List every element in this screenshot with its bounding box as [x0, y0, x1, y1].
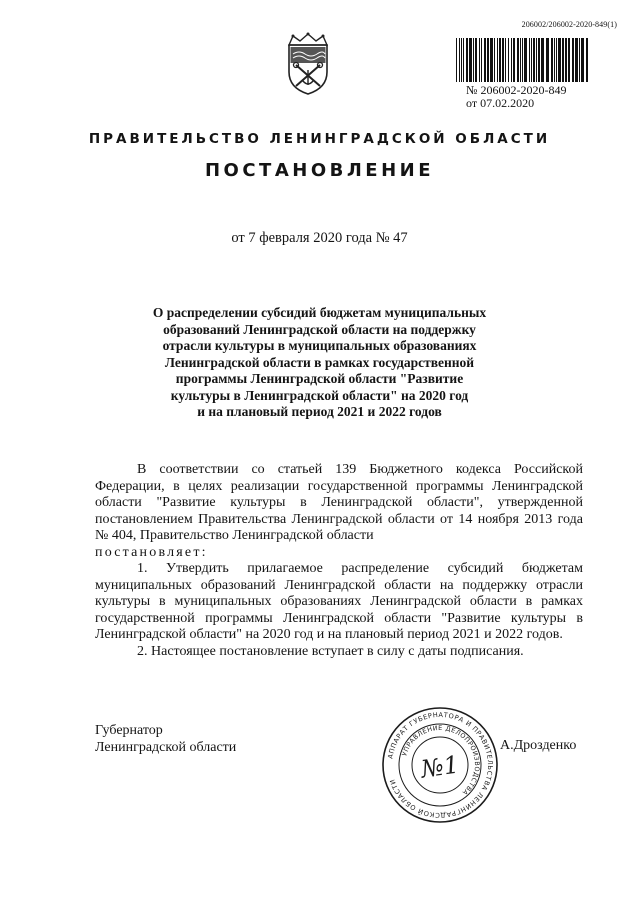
signer-position-line: Губернатор — [95, 723, 163, 738]
barcode-bar — [562, 38, 564, 82]
barcode-bar — [579, 38, 580, 82]
registration-date: от 07.02.2020 — [466, 96, 535, 110]
barcode-bar — [490, 38, 493, 82]
item-2-paragraph: 2. Настоящее постановление вступает в силу с даты подписания. — [137, 643, 524, 659]
barcode-bar — [459, 38, 460, 82]
signer-position — [95, 722, 295, 756]
document-type-title: ПОСТАНОВЛЕНИЕ — [204, 160, 435, 181]
barcode-bar — [461, 38, 462, 82]
preamble-paragraph: В соответствии со статьей 139 Бюджетного кодекса Российской Федерации, в целях реализации государственной программы Ленинградской области "Развитие культуры в Ленинградской области", утвержденной постановлением Правительства Ленинградской области от 14 ноября 2013 года № 404, Правительство Ленинградской области — [95, 462, 583, 543]
barcode-bar — [575, 38, 578, 82]
document-body — [95, 462, 583, 660]
barcode-bar — [511, 38, 512, 82]
barcode-bar — [531, 38, 532, 82]
barcode-bar — [541, 38, 544, 82]
barcode-bar — [456, 38, 457, 82]
barcode-bar — [484, 38, 486, 82]
barcode-bar — [524, 38, 527, 82]
barcode-bar — [572, 38, 574, 82]
barcode-bar — [463, 38, 464, 82]
barcode-bar — [466, 38, 468, 82]
barcode-bar — [473, 38, 474, 82]
barcode-bar — [497, 38, 498, 82]
barcode-bar — [502, 38, 504, 82]
signer-position-line: Ленинградской области — [95, 740, 237, 755]
barcode-bar — [581, 38, 584, 82]
barcode-bar — [558, 38, 561, 82]
barcode-bar — [508, 38, 509, 82]
subject-line: образований Ленинградской области на поддержку — [163, 321, 476, 337]
barcode-bar — [533, 38, 535, 82]
barcode-bar — [568, 38, 570, 82]
subject-line: отрасли культуры в муниципальных образованиях — [162, 338, 477, 353]
barcode — [455, 38, 591, 82]
document-date-number: от 7 февраля 2020 года № 47 — [231, 230, 408, 246]
barcode-bar — [538, 38, 540, 82]
barcode-bar — [469, 38, 472, 82]
document-subject — [150, 305, 489, 421]
subject-line: и на плановый период 2021 и 2022 годов — [197, 404, 442, 419]
government-title: ПРАВИТЕЛЬСТВО ЛЕНИНГРАДСКОЙ ОБЛАСТИ — [88, 131, 551, 147]
barcode-bar — [556, 38, 557, 82]
barcode-bar — [505, 38, 506, 82]
barcode-bar — [479, 38, 480, 82]
subject-line: культуры в Ленинградской области" на 2020 год — [170, 387, 469, 403]
barcode-bar — [499, 38, 501, 82]
document-code: 206002/206002-2020-849(1) — [521, 20, 617, 29]
barcode-bar — [520, 38, 521, 82]
barcode-bar — [551, 38, 553, 82]
barcode-bar — [565, 38, 567, 82]
barcode-bar — [517, 38, 519, 82]
barcode-bar — [586, 38, 588, 82]
barcode-bar — [554, 38, 555, 82]
stamp-inner-text: УПРАВЛЕНИЕ ДЕЛОПРОИЗВОДСТВА — [400, 723, 482, 797]
barcode-bar — [475, 38, 477, 82]
barcode-bar — [546, 38, 549, 82]
signer-name: А.Дрозденко — [500, 738, 577, 753]
stamp-center-number: №1 — [419, 750, 461, 784]
barcode-bar — [494, 38, 495, 82]
item-1-paragraph: 1. Утвердить прилагаемое распределение субсидий бюджетам муниципальных образований Ленинградской области на поддержку отрасли культуры в муниципальных образованиях Ленинградской области в рамках государственной программы Ленинградской области "Развитие культуры в Ленинградской области" на 2020 год и на плановый период 2021 и 2022 годов. — [95, 561, 583, 642]
barcode-bar — [487, 38, 489, 82]
barcode-bar — [481, 38, 482, 82]
decree-word: постановляет: — [95, 544, 208, 560]
subject-line: О распределении субсидий бюджетам муниципальных — [152, 305, 487, 320]
barcode-bar — [513, 38, 515, 82]
barcode-bar — [522, 38, 523, 82]
official-stamp — [380, 705, 500, 825]
registration-number: № 206002-2020-849 — [466, 83, 567, 97]
subject-line: Ленинградской области в рамках государственной — [164, 354, 475, 370]
barcode-bar — [529, 38, 530, 82]
barcode-bar — [536, 38, 537, 82]
subject-line: программы Ленинградской области "Развитие — [175, 371, 464, 386]
coat-of-arms-emblem — [283, 32, 333, 96]
stamp-outer-text: АППАРАТ ГУБЕРНАТОРА И ПРАВИТЕЛЬСТВА ЛЕНИНГРАДСКОЙ ОБЛАСТИ — [386, 710, 495, 820]
